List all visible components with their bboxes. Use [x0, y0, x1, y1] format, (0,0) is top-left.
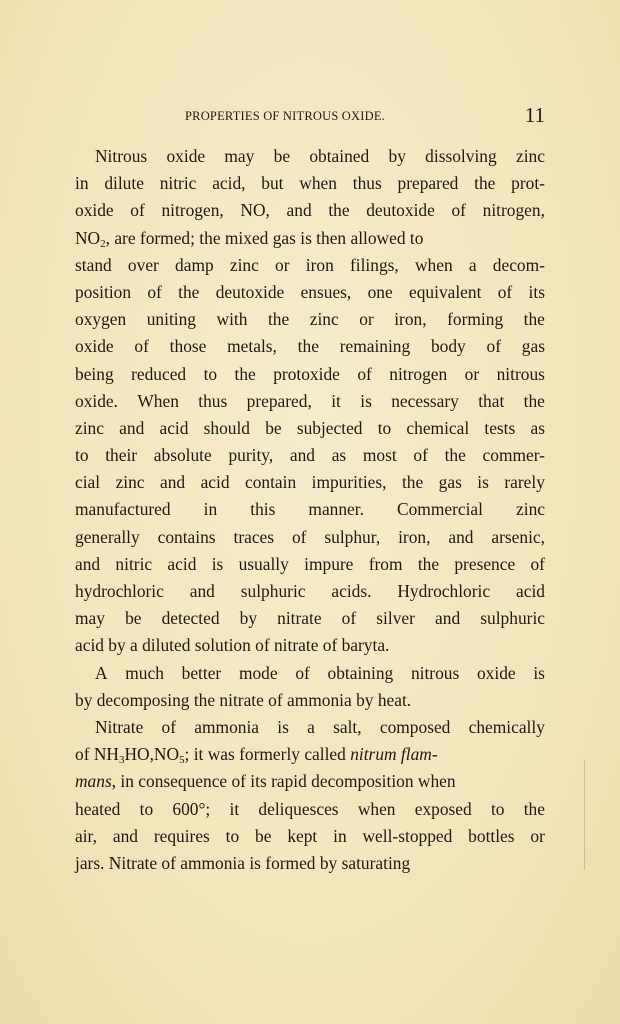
text-line: [75, 823, 545, 850]
word: contains: [157, 526, 216, 547]
text-line: [75, 605, 545, 632]
word: from: [368, 553, 403, 574]
word: be: [273, 146, 291, 166]
word: kept: [287, 825, 318, 846]
word: acid: [516, 581, 545, 601]
word: and: [448, 526, 474, 547]
word: the: [297, 336, 319, 357]
word: a: [468, 254, 477, 275]
word: necessary: [391, 390, 459, 411]
word: impure: [304, 553, 354, 574]
text-line: [75, 741, 545, 768]
word: when: [357, 798, 396, 819]
text-line: [75, 796, 545, 823]
word: zinc: [115, 472, 145, 493]
word: better: [181, 662, 222, 683]
word: ammonia: [194, 716, 260, 737]
word: as: [331, 445, 347, 466]
page-number: 11: [524, 103, 545, 127]
word: deutoxide: [215, 281, 285, 302]
word: oxygen: [75, 309, 127, 330]
word: the: [267, 309, 290, 330]
word: gas: [521, 336, 545, 357]
word: or: [359, 309, 374, 330]
word: position: [75, 281, 132, 302]
word: mode: [238, 662, 278, 683]
line-text: , are formed; the mixed gas is then allowed to: [105, 227, 424, 248]
word: this: [250, 499, 276, 520]
word: those: [169, 336, 207, 357]
word: of: [291, 526, 307, 547]
word: iron: [305, 254, 334, 275]
word: in: [203, 499, 218, 520]
word: in: [333, 825, 347, 846]
word: zinc: [309, 309, 339, 330]
text-line: [75, 279, 545, 306]
word: reduced: [131, 363, 187, 384]
word: and: [286, 200, 312, 221]
word: of: [295, 662, 310, 683]
word: obtaining: [327, 662, 394, 683]
word: silver: [376, 608, 415, 629]
word: remaining: [339, 336, 411, 357]
text-line: [75, 197, 545, 224]
subscript: 2: [100, 237, 106, 250]
text-line: by decomposing the nitrate of ammonia by heat.: [75, 689, 412, 710]
word: as: [530, 417, 545, 438]
word: forming: [447, 309, 504, 330]
word: of: [147, 281, 162, 302]
word: hydrochloric: [75, 581, 164, 601]
word: impurities,: [311, 472, 387, 493]
line-text: ; it was formerly called: [184, 744, 351, 765]
word: protoxide: [273, 363, 340, 384]
word: nitrogen: [389, 363, 448, 384]
word: much: [125, 662, 164, 683]
text-line: [75, 333, 545, 360]
word: to: [377, 417, 392, 438]
word: oxide: [166, 146, 206, 166]
word: is: [211, 553, 224, 574]
word: to: [203, 363, 218, 384]
word: dilute: [104, 173, 144, 194]
word: the: [417, 553, 440, 574]
word: of: [451, 200, 466, 221]
running-head: [75, 103, 545, 129]
text-line: [75, 496, 545, 523]
word: should: [203, 417, 251, 438]
italic-term: mans: [75, 771, 112, 792]
word: nitrous: [496, 363, 545, 384]
word: nitrogen,: [482, 200, 545, 221]
word: it: [331, 390, 341, 411]
word: exposed: [414, 798, 472, 819]
word: of: [497, 281, 513, 302]
word: and: [435, 608, 461, 629]
word: be: [125, 608, 142, 629]
word: the: [523, 798, 545, 819]
word: is: [477, 472, 489, 493]
text-line: acid by a diluted solution of nitrate of baryta.: [75, 635, 390, 656]
text-line: [75, 415, 545, 442]
word: to: [139, 798, 154, 819]
word: bottles: [468, 825, 515, 846]
word: deliquesces: [258, 798, 339, 819]
text-line: [75, 252, 545, 279]
word: uniting: [146, 309, 196, 330]
word: is: [360, 390, 372, 411]
text-line: [75, 170, 545, 197]
word: NO,: [240, 200, 270, 221]
word: zinc: [515, 146, 545, 166]
word: absolute: [153, 445, 212, 466]
word: over: [127, 254, 159, 275]
word: the: [474, 173, 496, 194]
word: the: [444, 445, 466, 466]
word: requires: [153, 825, 210, 846]
text-line: [75, 714, 545, 741]
word: acid: [200, 472, 230, 493]
word: traces: [233, 526, 275, 547]
word: dissolving: [425, 146, 497, 166]
word: the: [523, 390, 545, 411]
word: of: [134, 336, 149, 357]
text-line: [75, 225, 545, 252]
word: but: [261, 173, 284, 194]
text-line: jars. Nitrate of ammonia is formed by saturating: [75, 852, 411, 873]
word: decom-: [492, 254, 545, 275]
word: contain: [244, 472, 297, 493]
word: a: [307, 716, 315, 737]
text-line: [75, 578, 545, 605]
word: with: [216, 309, 248, 330]
word: A: [95, 662, 108, 683]
word: chemical: [406, 417, 470, 438]
word: manufactured: [75, 499, 171, 520]
body-text: [75, 143, 545, 877]
word: prepared: [397, 173, 459, 194]
word: in: [75, 173, 89, 194]
word: Nitrate: [95, 716, 144, 737]
word: oxide: [75, 200, 114, 221]
word: iron,: [398, 526, 431, 547]
italic-term: nitrum flam-: [350, 744, 438, 765]
word: of: [130, 200, 145, 221]
word: purity,: [228, 445, 274, 466]
text-line: [75, 306, 545, 333]
word: and: [289, 445, 316, 466]
word: oxide: [476, 662, 516, 683]
word: be: [255, 825, 272, 846]
word: that: [478, 390, 505, 411]
word: chemically: [468, 716, 545, 737]
word: commer-: [482, 445, 545, 466]
word: nitric: [115, 553, 153, 574]
text-line: [75, 660, 545, 687]
word: salt,: [333, 716, 362, 737]
word: their: [105, 445, 138, 466]
word: nitric: [159, 173, 197, 194]
word: body: [430, 336, 466, 357]
word: sulphur,: [324, 526, 381, 547]
word: and: [112, 825, 138, 846]
word: most: [362, 445, 397, 466]
running-head-title: PROPERTIES OF NITROUS OXIDE.: [185, 109, 386, 123]
word: its: [528, 281, 545, 302]
word: stand: [75, 254, 112, 275]
word: acid,: [212, 173, 246, 194]
word: detected: [161, 608, 220, 629]
word: being: [75, 363, 114, 384]
word: is: [533, 662, 545, 683]
word: it: [229, 798, 240, 819]
word: is: [277, 716, 289, 737]
word: of: [486, 336, 502, 357]
word: the: [178, 281, 200, 302]
word: and: [119, 417, 145, 438]
word: by: [239, 608, 258, 629]
subscript: 5: [179, 754, 185, 767]
word: acid: [159, 417, 189, 438]
word: air,: [75, 825, 97, 846]
word: to: [490, 798, 505, 819]
page-edge-mark: [584, 760, 585, 870]
word: subjected: [296, 417, 363, 438]
word: or: [464, 363, 480, 384]
word: thus: [352, 173, 382, 194]
word: when: [414, 254, 453, 275]
word: deutoxide: [366, 200, 435, 221]
word: may: [75, 608, 105, 629]
text-line: [75, 524, 545, 551]
word: equivalent: [409, 281, 482, 302]
word: when: [299, 173, 337, 194]
word: prot-: [511, 173, 545, 194]
word: of: [530, 553, 545, 574]
word: acid: [167, 553, 197, 574]
word: oxide.: [75, 390, 118, 411]
line-text: , in consequence of its rapid decomposition when: [111, 771, 456, 792]
word: Nitrous: [95, 146, 148, 166]
word: damp: [175, 254, 214, 275]
word: rarely: [504, 472, 545, 493]
word: heated: [75, 798, 121, 819]
text-line: [75, 442, 545, 469]
word: of: [161, 716, 177, 737]
formula-no: NO: [75, 227, 101, 248]
word: oxide: [75, 336, 114, 357]
word: to: [75, 445, 89, 466]
word: ensues,: [300, 281, 352, 302]
word: and: [159, 472, 186, 493]
word: gas: [438, 472, 462, 493]
word: Commercial: [397, 499, 483, 520]
word: and: [75, 553, 101, 574]
word: Hydrochloric: [397, 581, 491, 601]
word: cial: [75, 472, 101, 493]
word: the: [328, 200, 350, 221]
text-line: [75, 388, 545, 415]
subscript: 3: [118, 754, 125, 767]
word: zinc: [75, 417, 104, 438]
word: nitrous: [410, 662, 460, 683]
word: generally: [75, 526, 140, 547]
word: may: [224, 146, 255, 166]
word: one: [367, 281, 393, 302]
text-line: [75, 768, 545, 795]
word: by: [388, 146, 406, 166]
word: metals,: [227, 336, 277, 357]
word: of: [413, 445, 428, 466]
word: of: [341, 608, 357, 629]
word: or: [275, 254, 290, 275]
word: be: [265, 417, 282, 438]
word: filings,: [349, 254, 399, 275]
text-line: [75, 551, 545, 578]
word: the: [523, 309, 545, 330]
word: acids.: [331, 581, 372, 601]
word: arsenic,: [491, 526, 545, 547]
word: well-stopped: [362, 825, 453, 846]
word: the: [234, 363, 256, 384]
word: zinc: [229, 254, 259, 275]
text-line: [75, 143, 545, 170]
word: manner.: [308, 499, 364, 520]
word: nitrate: [277, 608, 322, 629]
word: 600°;: [172, 798, 211, 819]
line-text: of NH: [75, 744, 119, 765]
line-text: HO,NO: [124, 744, 180, 765]
word: prepared,: [246, 390, 312, 411]
word: composed: [379, 716, 451, 737]
word: of: [357, 363, 372, 384]
word: presence: [454, 553, 516, 574]
word: When: [137, 390, 179, 411]
word: sulphuric: [240, 581, 306, 601]
word: thus: [198, 390, 228, 411]
text-line: [75, 469, 545, 496]
word: and: [189, 581, 215, 601]
word: zinc: [516, 499, 545, 520]
word: or: [530, 825, 545, 846]
text-line: [75, 361, 545, 388]
word: to: [225, 825, 240, 846]
word: iron,: [394, 309, 427, 330]
word: sulphuric: [480, 608, 545, 629]
word: usually: [238, 553, 289, 574]
word: the: [401, 472, 424, 493]
word: nitrogen,: [161, 200, 224, 221]
word: obtained: [309, 146, 370, 166]
word: tests: [484, 417, 516, 438]
